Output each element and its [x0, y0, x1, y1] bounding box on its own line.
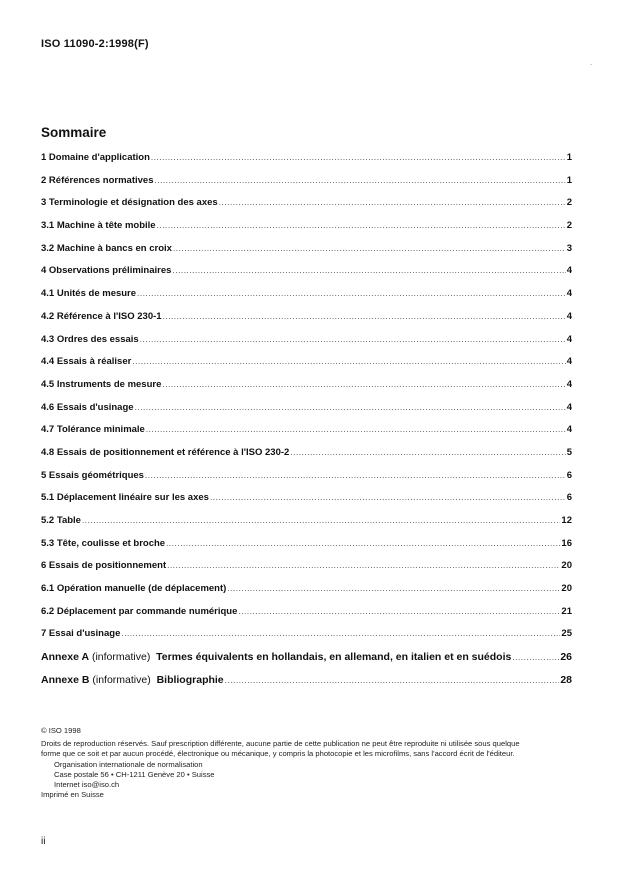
- dot-leader: [210, 493, 566, 502]
- toc-entry-label: 2 Références normatives: [41, 174, 154, 186]
- toc-entry-page: 25: [561, 628, 572, 640]
- toc-entry[interactable]: [41, 288, 572, 311]
- toc-entry[interactable]: [41, 334, 572, 357]
- dot-leader: [290, 448, 565, 457]
- dot-leader: [157, 221, 566, 230]
- toc-entry[interactable]: [41, 175, 572, 198]
- dot-leader: [121, 629, 560, 638]
- toc-entry-label: 4 Observations préliminaires: [41, 265, 172, 277]
- dot-leader: [163, 312, 566, 321]
- toc-entry-page: 4: [566, 265, 572, 277]
- dot-leader: [154, 176, 565, 185]
- dot-leader: [173, 244, 566, 253]
- toc-entry[interactable]: [41, 197, 572, 220]
- toc-entry[interactable]: [41, 470, 572, 493]
- toc-entry-label: 4.8 Essais de positionnement et référence à l'ISO 230-2: [41, 446, 290, 458]
- toc-entry[interactable]: [41, 628, 572, 651]
- toc-entry-page: 2: [566, 220, 572, 232]
- toc-entry-label: 6.1 Opération manuelle (de déplacement): [41, 583, 227, 595]
- printed-in: Imprimé en Suisse: [41, 790, 104, 800]
- toc-entry-label: 5 Essais géométriques: [41, 469, 144, 481]
- toc-entry-page: 3: [566, 242, 572, 254]
- toc-annex-a[interactable]: [41, 651, 572, 674]
- toc-entry[interactable]: [41, 265, 572, 288]
- toc-entry[interactable]: [41, 606, 572, 629]
- toc-entry[interactable]: [41, 560, 572, 583]
- toc-entry-label: 4.1 Unités de mesure: [41, 288, 137, 300]
- annex-page: 26: [560, 651, 572, 664]
- toc-entry-page: 4: [566, 310, 572, 322]
- toc-entry-page: 4: [566, 424, 572, 436]
- dot-leader: [135, 403, 566, 412]
- toc-entry[interactable]: [41, 515, 572, 538]
- toc-entry-label: 3.2 Machine à bancs en croix: [41, 242, 172, 254]
- dot-leader: [166, 539, 560, 548]
- postal-address: Case postale 56 • CH-1211 Genève 20 • Suisse: [54, 769, 215, 779]
- toc-entry-page: 6: [566, 492, 572, 504]
- annex-label: Annexe B: [41, 673, 90, 686]
- organisation-name: Organisation internationale de normalisation: [54, 759, 203, 769]
- toc-entry-label: 4.6 Essais d'usinage: [41, 401, 134, 413]
- toc-entry[interactable]: [41, 379, 572, 402]
- dot-leader: [137, 289, 566, 298]
- toc-entry-label: 4.4 Essais à réaliser: [41, 356, 132, 368]
- toc-entry[interactable]: [41, 538, 572, 561]
- annex-title: Termes équivalents en hollandais, en allemand, en italien et en suédois: [156, 651, 512, 664]
- toc-entry-page: 1: [566, 152, 572, 163]
- toc-entry[interactable]: [41, 447, 572, 470]
- toc-entry-label: 6.2 Déplacement par commande numérique: [41, 605, 238, 617]
- toc-entry-label: 4.3 Ordres des essais: [41, 333, 139, 345]
- toc-entry[interactable]: [41, 152, 572, 175]
- toc-entry[interactable]: [41, 492, 572, 515]
- toc-entry-label: 1 Domaine d'application: [41, 152, 150, 163]
- document-header: ISO 11090-2:1998(F): [41, 38, 149, 50]
- table-of-contents: [41, 152, 572, 697]
- toc-entry-page: 21: [561, 605, 572, 617]
- toc-entry-label: 6 Essais de positionnement: [41, 560, 167, 572]
- copyright-block: [41, 726, 581, 800]
- toc-entry-label: 3 Terminologie et désignation des axes: [41, 197, 218, 209]
- dot-leader: [145, 471, 566, 480]
- dot-leader: [151, 153, 566, 162]
- dot-leader: [227, 584, 560, 593]
- dot-leader: [512, 653, 559, 662]
- toc-entry-page: 20: [561, 560, 572, 572]
- page-title: Sommaire: [41, 125, 107, 140]
- toc-entry-label: 4.7 Tolérance minimale: [41, 424, 145, 436]
- dot-leader: [82, 516, 560, 525]
- toc-entry-page: 16: [561, 537, 572, 549]
- toc-entry-page: 5: [566, 446, 572, 458]
- annex-type: (informative): [91, 651, 151, 664]
- toc-entry-label: 5.2 Table: [41, 515, 81, 526]
- dot-leader: [140, 335, 566, 344]
- toc-entry[interactable]: [41, 583, 572, 606]
- toc-entry-label: 3.1 Machine à tête mobile: [41, 220, 156, 232]
- toc-entry-page: 4: [566, 288, 572, 300]
- toc-entry-page: 4: [566, 356, 572, 368]
- toc-entry[interactable]: [41, 402, 572, 425]
- toc-entry-label: 5.1 Déplacement linéaire sur les axes: [41, 492, 209, 504]
- dot-leader: [225, 676, 560, 685]
- annex-title: Bibliographie: [156, 673, 224, 686]
- dot-leader: [238, 607, 560, 616]
- dot-leader: [172, 266, 565, 275]
- internet-contact: Internet iso@iso.ch: [54, 780, 120, 790]
- rights-line-1: Droits de reproduction réservés. Sauf prescription différente, aucune partie de cette publication ne peut être reproduite ni utilisée sous quelque: [41, 739, 520, 749]
- annex-page: 28: [560, 673, 572, 686]
- toc-entry-label: 4.2 Référence à l'ISO 230-1: [41, 310, 162, 322]
- toc-entry[interactable]: [41, 311, 572, 334]
- toc-entry-label: 5.3 Tête, coulisse et broche: [41, 537, 166, 549]
- toc-entry-page: 20: [561, 583, 572, 595]
- toc-entry-page: 4: [566, 378, 572, 390]
- toc-entry-page: 4: [566, 401, 572, 413]
- toc-entry-page: 4: [566, 333, 572, 345]
- dot-leader: [219, 198, 566, 207]
- dot-leader: [146, 425, 566, 434]
- toc-entry[interactable]: [41, 424, 572, 447]
- copyright-notice: © ISO 1998: [41, 726, 81, 735]
- toc-entry-label: 7 Essai d'usinage: [41, 628, 121, 640]
- scan-mark: .: [590, 58, 593, 67]
- toc-entry[interactable]: [41, 356, 572, 379]
- toc-entry[interactable]: [41, 243, 572, 266]
- dot-leader: [167, 561, 560, 570]
- toc-entry-label: 4.5 Instruments de mesure: [41, 378, 162, 390]
- rights-line-2: forme que ce soit et par aucun procédé, électronique ou mécanique, y compris la photocopie et les microfilms, sans l'accord écrit de l'éditeur.: [41, 749, 515, 759]
- toc-entry[interactable]: [41, 220, 572, 243]
- toc-entry-page: 1: [566, 174, 572, 186]
- annex-label: Annexe A: [41, 651, 90, 664]
- toc-annex-b[interactable]: [41, 674, 572, 697]
- dot-leader: [132, 357, 565, 366]
- page-number: ii: [41, 836, 46, 847]
- annex-type: (informative): [92, 673, 151, 686]
- dot-leader: [162, 380, 565, 389]
- toc-entry-page: 6: [566, 469, 572, 481]
- toc-entry-page: 2: [566, 197, 572, 209]
- toc-entry-page: 12: [561, 515, 572, 526]
